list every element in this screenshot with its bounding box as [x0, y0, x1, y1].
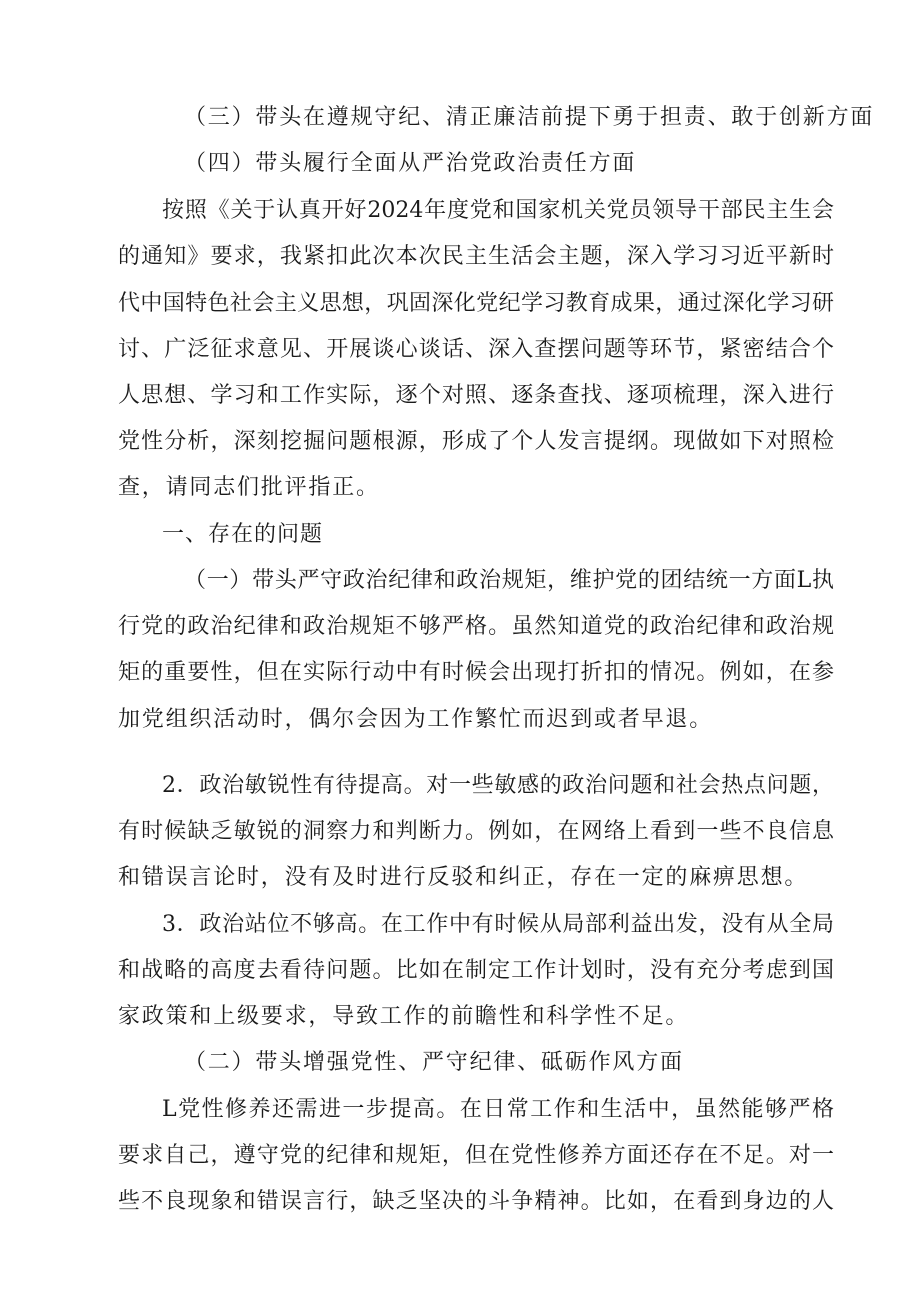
- section-title-3: （三）带头在遵规守纪、清正廉洁前提下勇于担责、敢于创新方面: [184, 105, 875, 130]
- section-title-4: （四）带头履行全面从严治党政治责任方面: [184, 151, 637, 176]
- para3-line-2: 和战略的高度去看待问题。比如在制定工作计划时，没有充分考虑到国: [118, 958, 834, 983]
- intro-line-5: 人思想、学习和工作实际，逐个对照、逐条查找、逐项梳理，深入进行: [118, 383, 834, 408]
- intro-line-6: 党性分析，深刻挖掘问题根源，形成了个人发言提纲。现做如下对照检: [118, 429, 834, 454]
- heading-problems: 一、存在的问题: [162, 522, 324, 547]
- para4-line-1: L党性修养还需进一步提高。在日常工作和生活中，虽然能够严格: [162, 1097, 834, 1122]
- para4-line-2: 要求自己，遵守党的纪律和规矩，但在党性修养方面还存在不足。对一: [118, 1143, 834, 1168]
- para1-line-1: （一）带头严守政治纪律和政治规矩，维护党的团结统一方面L执: [184, 568, 834, 593]
- para1-line-2: 行党的政治纪律和政治规矩不够严格。虽然知道党的政治纪律和政治规: [118, 614, 834, 639]
- para1-line-4: 加党组织活动时，偶尔会因为工作繁忙而迟到或者早退。: [118, 707, 714, 732]
- para2-line-1: 2．政治敏锐性有待提高。对一些敏感的政治问题和社会热点问题，: [162, 773, 834, 798]
- para3-line-1: 3．政治站位不够高。在工作中有时候从局部利益出发，没有从全局: [162, 912, 834, 937]
- para1-line-3: 矩的重要性，但在实际行动中有时候会出现打折扣的情况。例如，在参: [118, 660, 834, 685]
- intro-line-3: 代中国特色社会主义思想，巩固深化党纪学习教育成果，通过深化学习研: [118, 291, 834, 316]
- para3-line-3: 家政策和上级要求，导致工作的前瞻性和科学性不足。: [118, 1004, 690, 1029]
- intro-line-2: 的通知》要求，我紧扣此次本次民主生活会主题，深入学习习近平新时: [118, 244, 834, 269]
- intro-line-4: 讨、广泛征求意见、开展谈心谈话、深入查摆问题等环节，紧密结合个: [118, 337, 834, 362]
- sub-heading-2: （二）带头增强党性、严守纪律、砥砺作风方面: [184, 1050, 684, 1075]
- para2-line-3: 和错误言论时，没有及时进行反驳和纠正，存在一定的麻痹思想。: [118, 865, 809, 890]
- para2-line-2: 有时候缺乏敏锐的洞察力和判断力。例如，在网络上看到一些不良信息: [118, 819, 834, 844]
- intro-line-1: 按照《关于认真开好2024年度党和国家机关党员领导干部民主生会: [162, 198, 834, 223]
- intro-line-7: 查，请同志们批评指正。: [118, 475, 380, 500]
- para4-line-3: 些不良现象和错误言行，缺乏坚决的斗争精神。比如，在看到身边的人: [118, 1189, 834, 1214]
